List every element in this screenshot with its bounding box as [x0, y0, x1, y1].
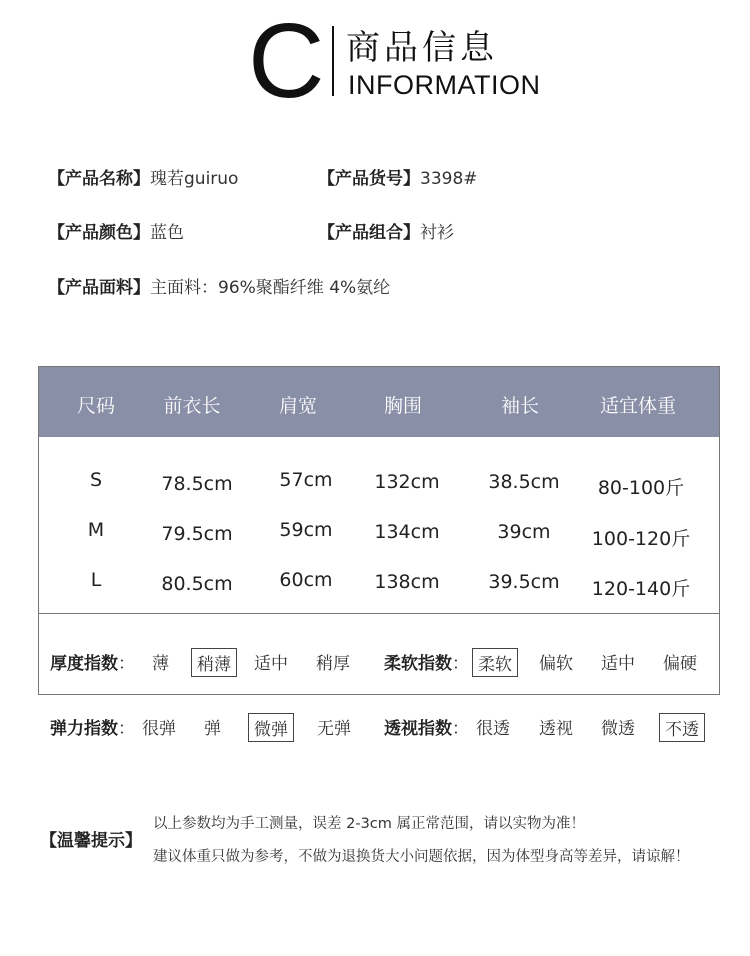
size-table-header: [39, 367, 719, 437]
product-fabric: [48, 273, 390, 298]
transparency-index-label: 透视指数：: [384, 719, 469, 739]
table-cell: 60cm: [279, 569, 333, 591]
softness-option: 偏软: [539, 654, 573, 674]
softness-index-label: 柔软指数：: [384, 654, 469, 674]
product-name-label: 【产品名称】: [48, 169, 150, 189]
table-cell: 134cm: [374, 521, 440, 543]
tips-line-2: 建议体重只做为参考，不做为退换货大小问题依据，因为体型身高等差异，请谅解！: [153, 849, 690, 865]
product-color: [48, 218, 184, 243]
elasticity-option: 无弹: [317, 719, 351, 739]
table-cell: M: [87, 519, 105, 541]
product-combo-value: 衬衫: [420, 223, 454, 243]
product-combo: [318, 218, 454, 243]
product-fabric-value: 主面料：96%聚酯纤维 4%氨纶: [150, 278, 391, 298]
table-cell: 38.5cm: [488, 471, 560, 493]
elasticity-option: 弹: [204, 719, 221, 739]
product-code-value: 3398#: [420, 169, 478, 189]
header-title-en: INFORMATION: [348, 70, 541, 100]
table-cell: 39cm: [497, 521, 551, 543]
size-table-header-cell: 前衣长: [163, 395, 221, 417]
header-divider: [332, 26, 334, 96]
size-table: [38, 366, 720, 695]
product-name: [48, 164, 238, 189]
table-cell: 78.5cm: [161, 473, 233, 495]
product-name-value: 瑰若guiruo: [150, 169, 239, 189]
table-cell: 39.5cm: [488, 571, 560, 593]
tips-line-1: 以上参数均为手工测量，误差 2-3cm 属正常范围，请以实物为准！: [153, 816, 585, 832]
size-table-header-cell: 胸围: [383, 395, 423, 417]
product-fabric-label: 【产品面料】: [48, 278, 150, 298]
table-cell: 59cm: [279, 519, 333, 541]
thickness-index-label: 厚度指数：: [50, 654, 135, 674]
softness-option: 适中: [601, 654, 635, 674]
size-table-header-cell: 肩宽: [278, 395, 318, 417]
softness-option-selected: 柔软: [472, 648, 518, 677]
product-code: [318, 164, 478, 189]
table-cell: L: [90, 569, 102, 591]
elasticity-index-label: 弹力指数：: [50, 719, 135, 739]
table-cell: 57cm: [279, 469, 333, 491]
thickness-option: 适中: [254, 654, 288, 674]
product-combo-label: 【产品组合】: [318, 223, 420, 243]
table-divider: [39, 613, 719, 614]
size-table-header-cell: 袖长: [500, 395, 540, 417]
thickness-option-selected: 稍薄: [191, 648, 237, 677]
table-cell: 80-100斤: [597, 477, 685, 499]
product-code-label: 【产品货号】: [318, 169, 420, 189]
size-table-header-cell: 适宜体重: [599, 395, 677, 417]
thickness-option: 薄: [152, 654, 169, 674]
table-cell: 100-120斤: [591, 528, 691, 550]
size-table-header-cell: 尺码: [76, 395, 116, 417]
transparency-option: 很透: [476, 719, 510, 739]
tips-label: 【温馨提示】: [40, 831, 142, 851]
product-color-label: 【产品颜色】: [48, 223, 150, 243]
table-cell: 138cm: [374, 571, 440, 593]
transparency-option: 透视: [539, 719, 573, 739]
transparency-option-selected: 不透: [659, 713, 705, 742]
product-color-value: 蓝色: [150, 223, 184, 243]
elasticity-option: 很弹: [142, 719, 176, 739]
table-cell: 79.5cm: [161, 523, 233, 545]
thickness-option: 稍厚: [316, 654, 350, 674]
transparency-option: 微透: [601, 719, 635, 739]
table-cell: 120-140斤: [591, 578, 691, 600]
softness-option: 偏硬: [663, 654, 697, 674]
table-cell: 80.5cm: [161, 573, 233, 595]
table-cell: S: [89, 469, 103, 491]
elasticity-option-selected: 微弹: [248, 713, 294, 742]
header-title-cn: 商品信息: [346, 28, 498, 68]
table-cell: 132cm: [374, 471, 440, 493]
header-letter: C: [248, 2, 325, 120]
